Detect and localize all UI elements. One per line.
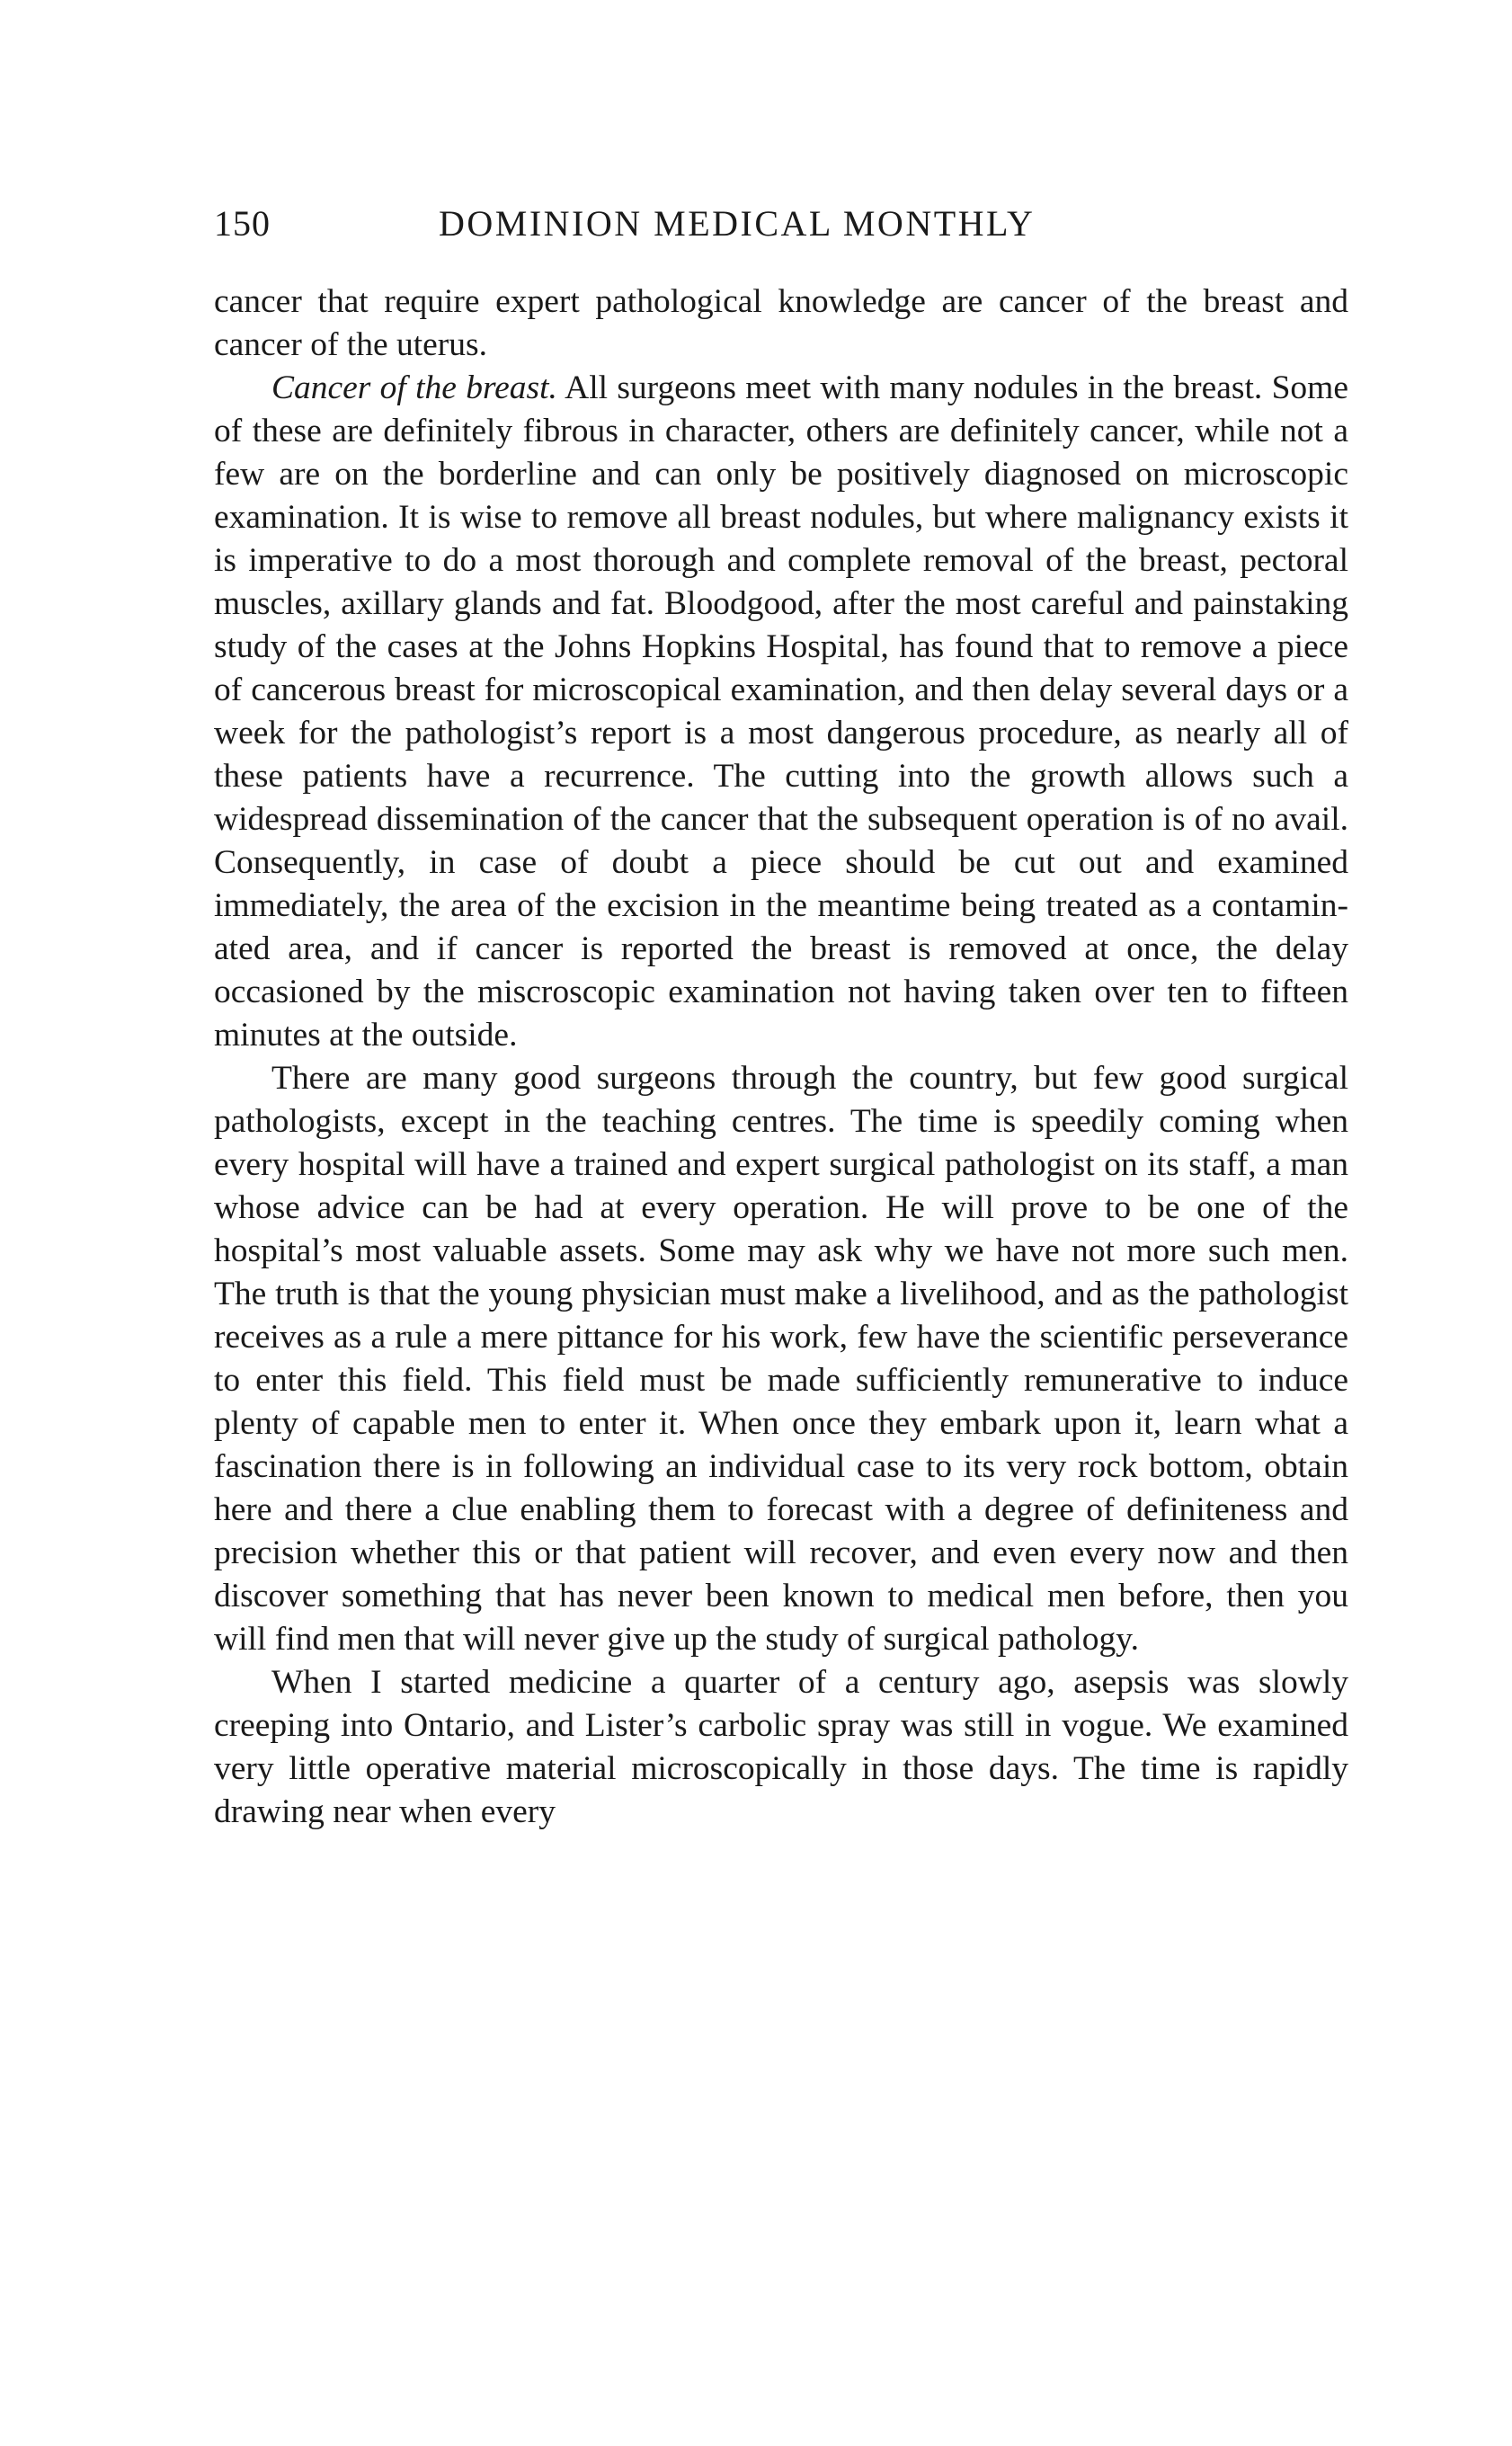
paragraph-text: There are many good surgeons through the country, but few good surgical pathologists, except in the teaching centres. The time is speedily coming when every hospital will have a trained and expert surgical pathologist on its staff, a man whose advice can be had at every operation. He will prove to be one of the hospital’s most valuable assets. Some may ask why we have not more such men. The truth is that the young physician must make a livelihood, and as the pathologist receives as a rule a mere pittance for his work, few have the scientific perseverance to enter this field. This field must be made sufficiently remunerative to induce plenty of capable men to enter it. When once they embark upon it, learn what a fascination there is in following an individual case to its very rock bottom, obtain here and there a clue enabling them to forecast with a degree of definiteness and precision whether this or that patient will recover, and even every now and then discover something that has never been known to medical men before, then you will find men that will never give up the study of surgical pathology. — [214, 1060, 1348, 1658]
page-number: 150 — [214, 203, 271, 244]
section-lead-heading: Cancer of the breast. — [271, 369, 557, 406]
paragraph-continuation — [214, 280, 1348, 367]
paragraph-text: cancer that require expert pathological knowledge are cancer of the breast and cancer of the uterus. — [214, 283, 1348, 363]
paragraph-surgical-pathologists — [214, 1057, 1348, 1661]
paragraph-text: All surgeons meet with many nodules in the breast. Some of these are definitely fibrous in character, others are definitely cancer, while not a few are on the borderline and can only be positively diagnosed on microscopic examination. It is wise to remove all breast nodules, but where malignancy exists it is imperative to do a most thorough and complete removal of the breast, pectoral muscles, axillary glands and fat. Bloodgood, after the most careful and painstaking study of the cases at the Johns Hopkins Hospital, has found that to remove a piece of cancerous breast for microscopical examination, and then delay several days or a week for the pathologist’s report is a most dangerous procedure, as nearly all of these patients have a recurrence. The cutting into the growth allows such a widespread dissemination of the cancer that the subsequent operation is of no avail. Consequently, in case of doubt a piece should be cut out and examined immediately, the area of the excision in the meantime being treated as a contaminated area, and if cancer is reported the breast is removed at once, the delay occasioned by the miscroscopic examination not having taken over ten to fifteen minutes at the outside. — [214, 369, 1348, 1054]
paragraph-text: When I started medicine a quarter of a century ago, asepsis was slowly creeping into Ontario, and Lister’s carbolic spray was still in vogue. We examined very little operative material microscopically in those days. The time is rapidly drawing near when every — [214, 1664, 1348, 1830]
body-text — [214, 280, 1348, 1834]
journal-title: DOMINION MEDICAL MONTHLY — [439, 203, 1036, 244]
paragraph-asepsis — [214, 1661, 1348, 1834]
paragraph-cancer-of-breast — [214, 367, 1348, 1057]
running-head — [214, 202, 1348, 256]
